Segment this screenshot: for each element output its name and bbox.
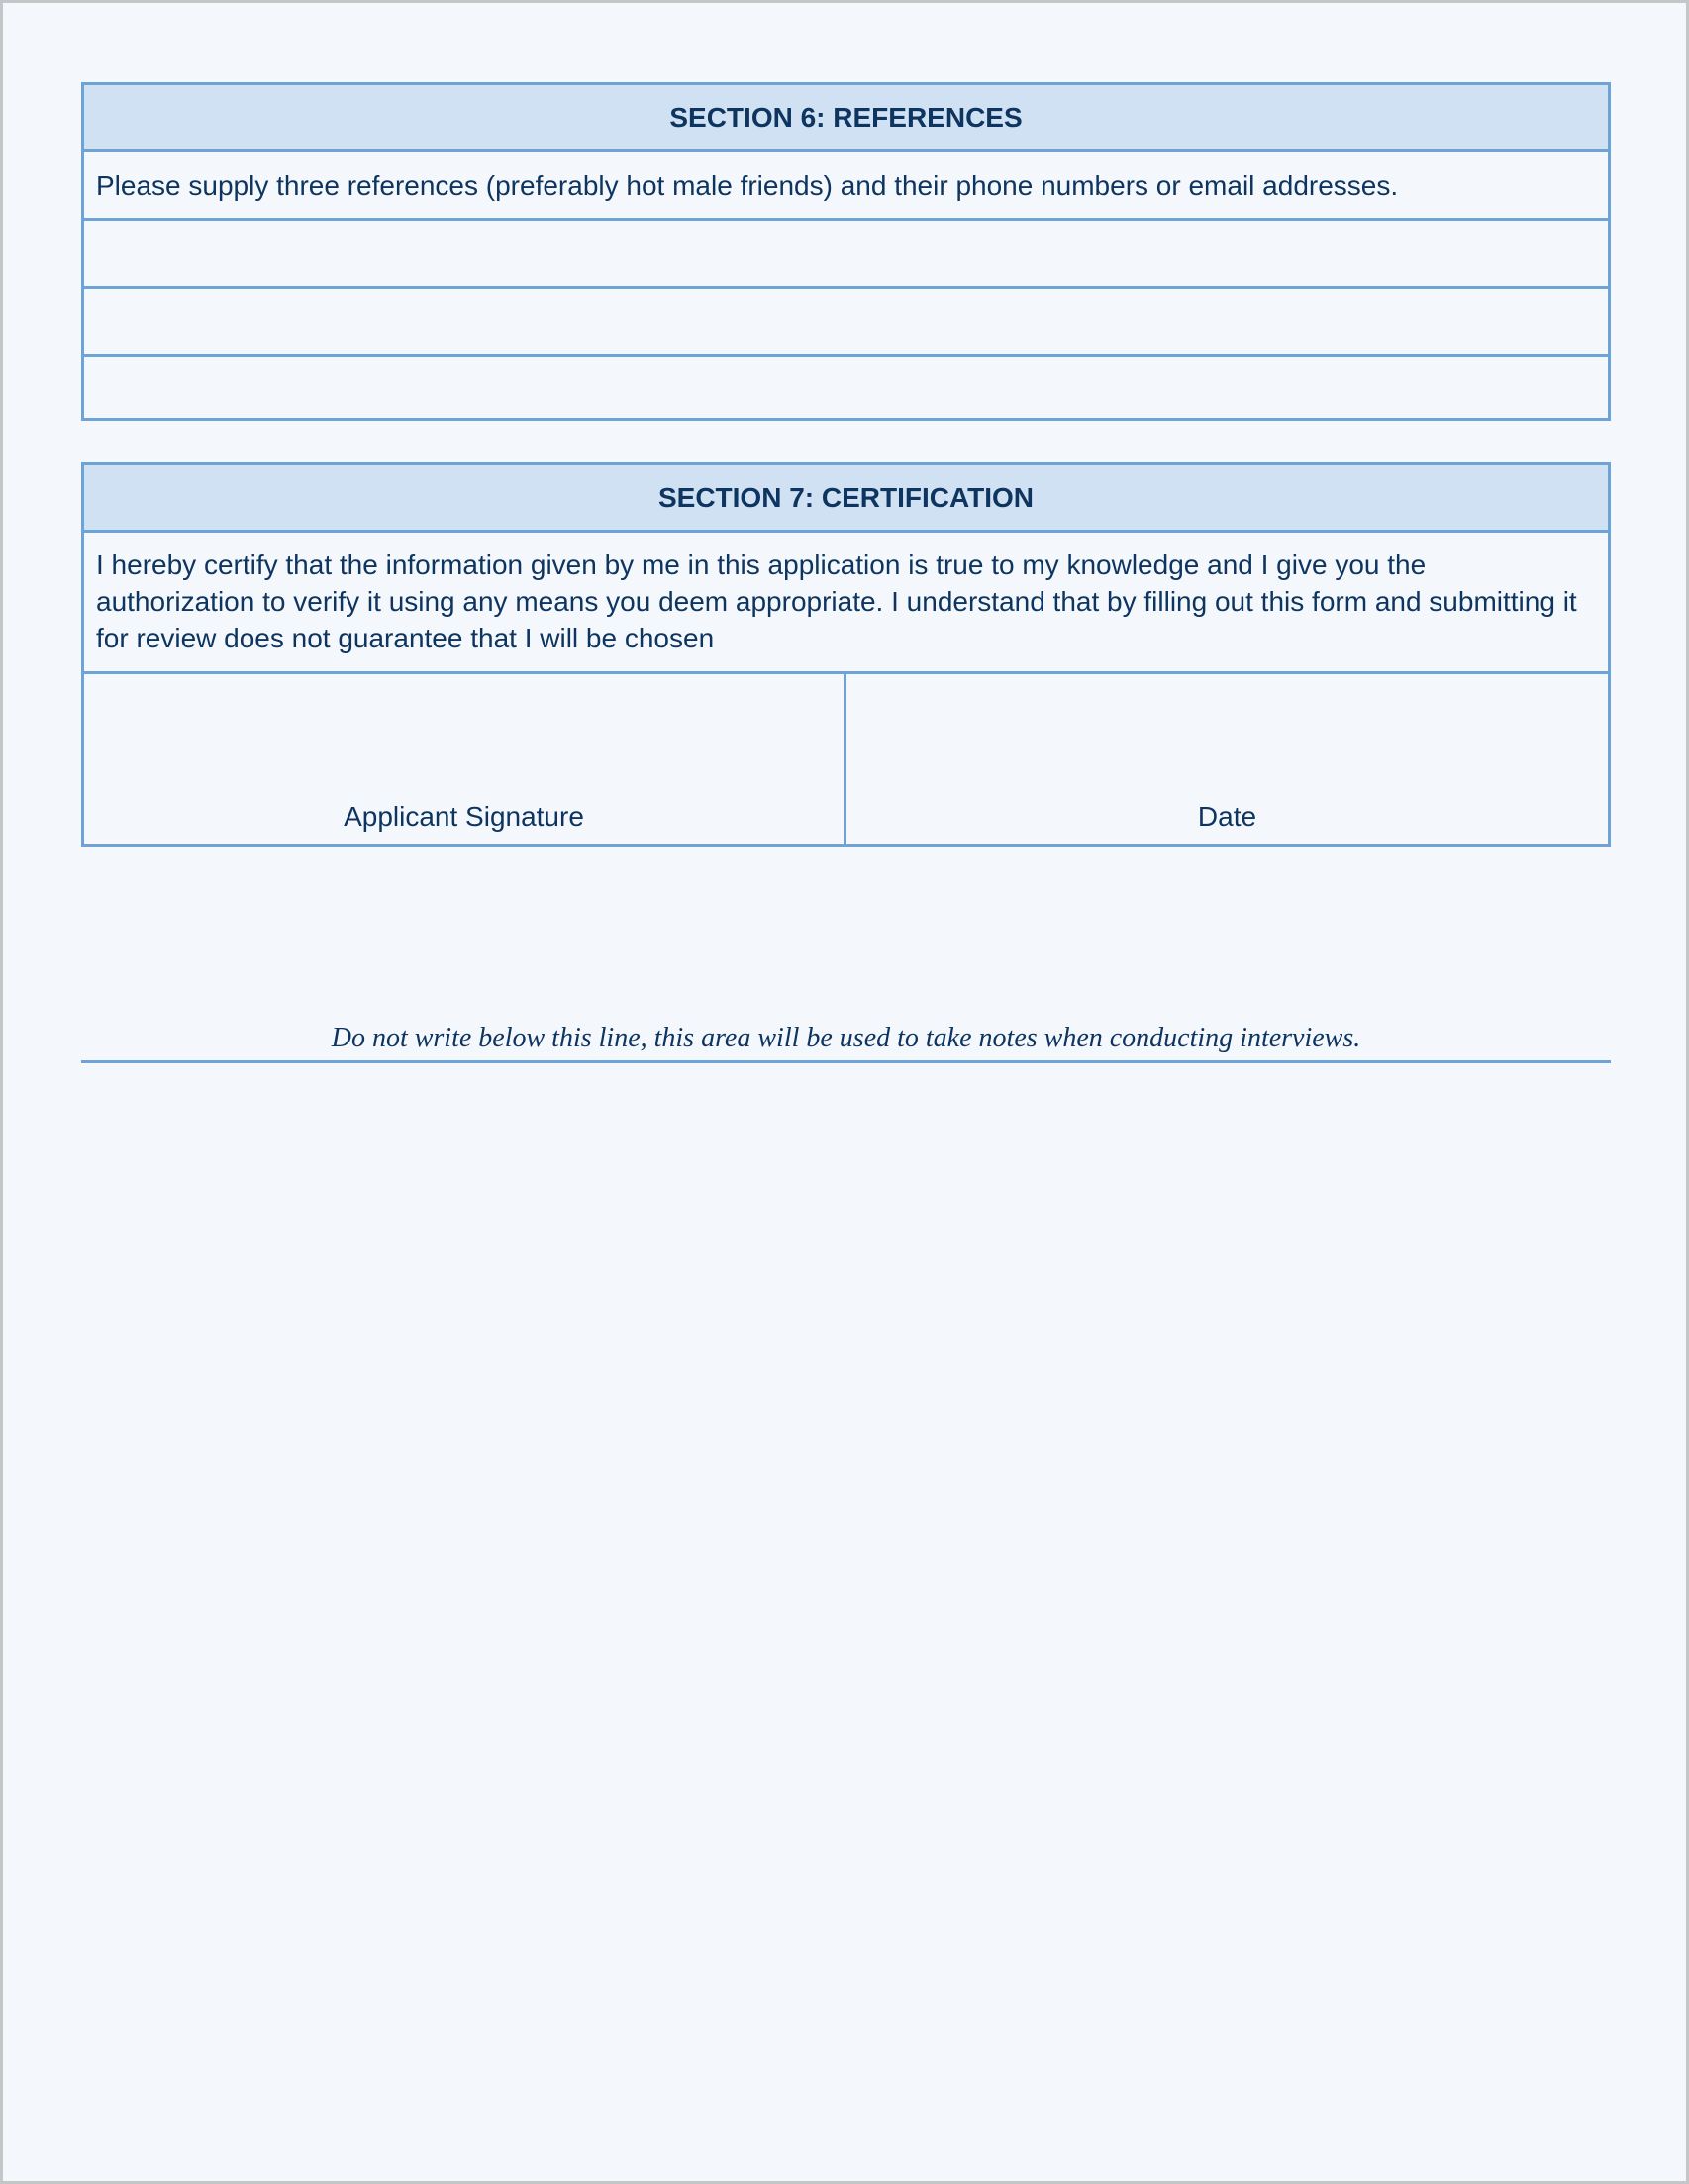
reference-field-1[interactable] bbox=[84, 218, 1608, 286]
reference-field-3[interactable] bbox=[84, 354, 1608, 422]
certification-section bbox=[81, 462, 1611, 847]
date-label: Date bbox=[1197, 801, 1257, 832]
applicant-signature-label: Applicant Signature bbox=[344, 801, 584, 832]
reference-field-2[interactable] bbox=[84, 286, 1608, 354]
section-7-title: SECTION 7: CERTIFICATION bbox=[84, 465, 1608, 533]
signature-row bbox=[84, 671, 1608, 844]
section-6-title: SECTION 6: REFERENCES bbox=[84, 85, 1608, 152]
references-section bbox=[81, 82, 1611, 421]
notes-area-instruction: Do not write below this line, this area will be used to take notes when conducting interviews. bbox=[331, 1023, 1361, 1053]
references-instruction: Please supply three references (preferably hot male friends) and their phone numbers or email addresses. bbox=[96, 170, 1399, 201]
notes-divider-line bbox=[81, 1060, 1611, 1063]
certification-statement: I hereby certify that the information given by me in this application is true to my knowledge and I give you the authorization to verify it using any means you deem appropriate. I understand that by filling out this form and submitting it for review does not guarantee that I will be chosen bbox=[96, 549, 1577, 653]
applicant-signature-field[interactable] bbox=[84, 674, 846, 844]
date-field[interactable] bbox=[846, 674, 1608, 844]
